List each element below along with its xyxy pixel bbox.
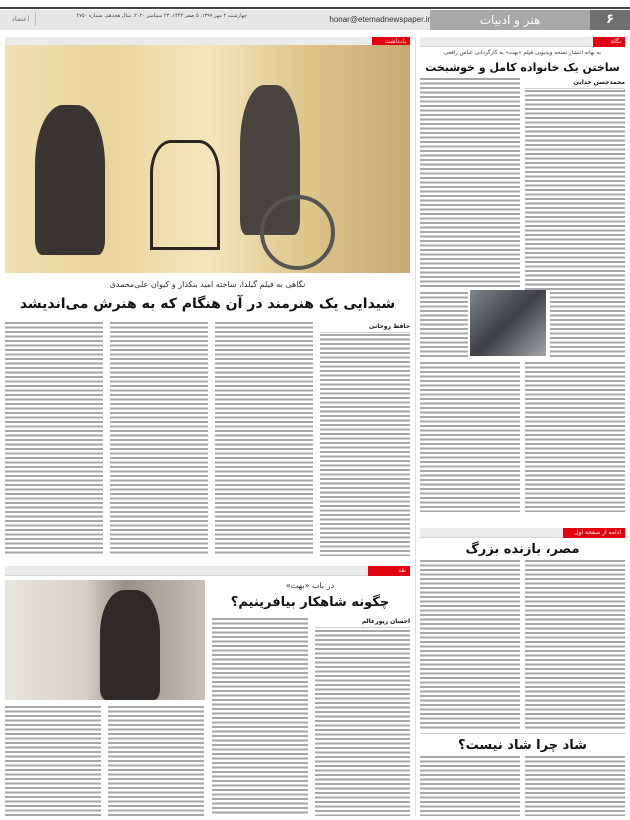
section-email[interactable]: honar@etemadnewspaper.ir <box>329 15 430 24</box>
page-number: ۶ <box>590 10 630 30</box>
right-author: محمدحسن خدایی <box>525 79 625 89</box>
body-text <box>215 322 313 556</box>
body-text <box>315 630 410 816</box>
dateline: چهارشنبه ۲ مهر ۱۳۹۹، ۵ صفر ۱۴۴۲، ۲۳ سپتامبر ۲۰۲۰، سال هجدهم، شماره ۴۷۵۰ <box>76 13 247 19</box>
body-text <box>320 334 410 556</box>
body-text <box>525 362 625 512</box>
body-text <box>420 560 520 730</box>
label-bar <box>5 566 410 576</box>
body-text <box>550 292 625 358</box>
body-text <box>525 560 625 730</box>
egypt-headline: مصر، بازنده بزرگ <box>465 542 580 557</box>
main-author: حافظ روحانی <box>320 323 410 333</box>
body-text <box>525 756 625 816</box>
top-rule <box>0 7 630 9</box>
body-text <box>420 756 520 816</box>
section-title: هنر و ادبیات <box>430 10 590 30</box>
critique-headline: چگونه شاهکار بیافرینیم؟ <box>230 595 390 610</box>
body-text <box>525 90 625 290</box>
gilda-film-photo <box>5 45 410 273</box>
body-text <box>420 362 520 512</box>
wheelchair <box>260 195 335 270</box>
man-figure <box>35 105 105 255</box>
body-text <box>420 292 468 358</box>
newspaper-logo: اعتماد <box>6 12 36 26</box>
actress-figure <box>100 590 160 700</box>
section-tag-negah: نگاه <box>593 37 625 47</box>
section-tag-note: یادداشت <box>372 37 410 47</box>
film-still-photo <box>470 290 546 356</box>
column-divider <box>415 37 416 817</box>
shad-headline: شاد چرا شاد نیست؟ <box>458 738 587 753</box>
critique-author: احسان زیورعالم <box>315 618 410 628</box>
main-headline: شیدایی یک هنرمند در آن هنگام که به هنرش می‌اندیشد <box>19 296 396 312</box>
section-tag-critique: نقد <box>368 566 410 576</box>
critique-kicker: در باب «بهت» <box>285 581 335 590</box>
body-text <box>108 706 204 816</box>
right-kicker: به بهانه انتشار نسخه ویدیویی فیلم «بهت» به کارگردانی عباس رافعی <box>443 50 602 56</box>
body-text <box>420 78 520 288</box>
body-text <box>212 618 308 816</box>
body-text <box>5 706 101 816</box>
main-kicker: نگاهی به فیلم گیلدا، ساخته امید بنکدار و کیوان علی‌محمدی <box>109 280 306 289</box>
body-text <box>5 322 103 556</box>
right-headline: ساختن یک خانواده کامل و خوشبخت <box>425 61 620 74</box>
bohat-film-photo <box>5 580 205 700</box>
chair <box>150 140 220 250</box>
body-text <box>110 322 208 556</box>
section-tag-continued: ادامه از صفحه اول <box>563 528 625 538</box>
divider <box>420 733 625 734</box>
